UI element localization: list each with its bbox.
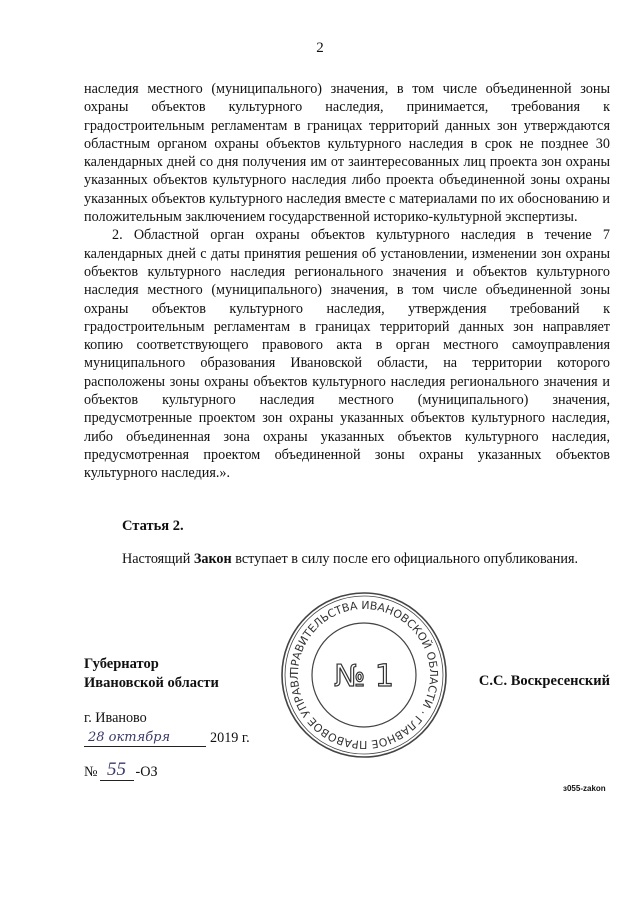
governor-title [84, 655, 219, 693]
official-seal [279, 590, 449, 760]
seal-graphic [279, 590, 449, 760]
seal-ring-text: ПРАВИТЕЛЬСТВА ИВАНОВСКОЙ ОБЛАСТИ · ГЛАВНОЕ ПРАВОВОЕ УПРАВЛ [287, 598, 441, 752]
place-of-signing: г. Иваново [84, 710, 147, 726]
body-text [84, 80, 610, 483]
governor-title-line1: Губернатор [84, 656, 159, 672]
seal-center-text: № 1 [334, 659, 394, 694]
date-year: 2019 г. [210, 730, 250, 746]
enactment-clause [84, 550, 610, 569]
governor-name: С.С. Воскресенский [478, 673, 610, 689]
law-number [84, 760, 158, 781]
document-code: з055-zakon [563, 784, 606, 793]
handwritten-date: 28 октября [84, 729, 206, 747]
governor-title-line2: Ивановской области [84, 675, 219, 691]
paragraph-item-2: 2. Областной орган охраны объектов культурного наследия в течение 7 календарных дней с даты принятия решения об установлении, изменении зон охраны объектов культурного наследия регионального значения и объектов культурного наследия местного (муниципального) значения, в том числе объединенной зоны охраны объектов культурного наследия, утверждения требований к градостроительным регламентам в границах территорий данных зон направляет копию соответствующего правового акта в орган местного самоуправления муниципального образования Ивановской области, на территории которого расположены зоны охраны объектов культурного наследия регионального значения и объектов культурного наследия местного (муниципального) значения, предусмотренные проектом зон охраны указанных объектов культурного наследия, либо объединенная зона охраны указанных объектов культурного наследия, предусмотренная проектом объединенной зоны охраны указанных объектов культурного наследия.». [84, 227, 610, 482]
handwritten-law-number: 55 [100, 760, 134, 781]
number-sign: № [84, 764, 98, 780]
page-number: 2 [316, 40, 324, 56]
enactment-rest: вступает в силу после его официального опубликования. [235, 551, 579, 567]
signing-date [84, 729, 250, 747]
enactment-law-word: Закон [193, 551, 232, 567]
enactment-prefix: Настоящий [122, 551, 191, 567]
law-number-suffix: -ОЗ [135, 764, 158, 780]
article-heading: Статья 2. [122, 518, 184, 534]
paragraph-continuation: наследия местного (муниципального) значения, в том числе объединенной зоны охраны объектов культурного наследия, принимается, требования к градостроительным регламентам в границах территорий данных зон утверждаются областным органом охраны объектов культурного наследия в срок не позднее 30 календарных дней со дня получения им от заинтересованных лиц проекта зон охраны указанных объектов культурного наследия либо проекта объединенной зоны охраны указанных объектов культурного наследия вместе с материалами по их обоснованию и положительным заключением государственной историко-культурной экспертизы. [84, 81, 610, 226]
